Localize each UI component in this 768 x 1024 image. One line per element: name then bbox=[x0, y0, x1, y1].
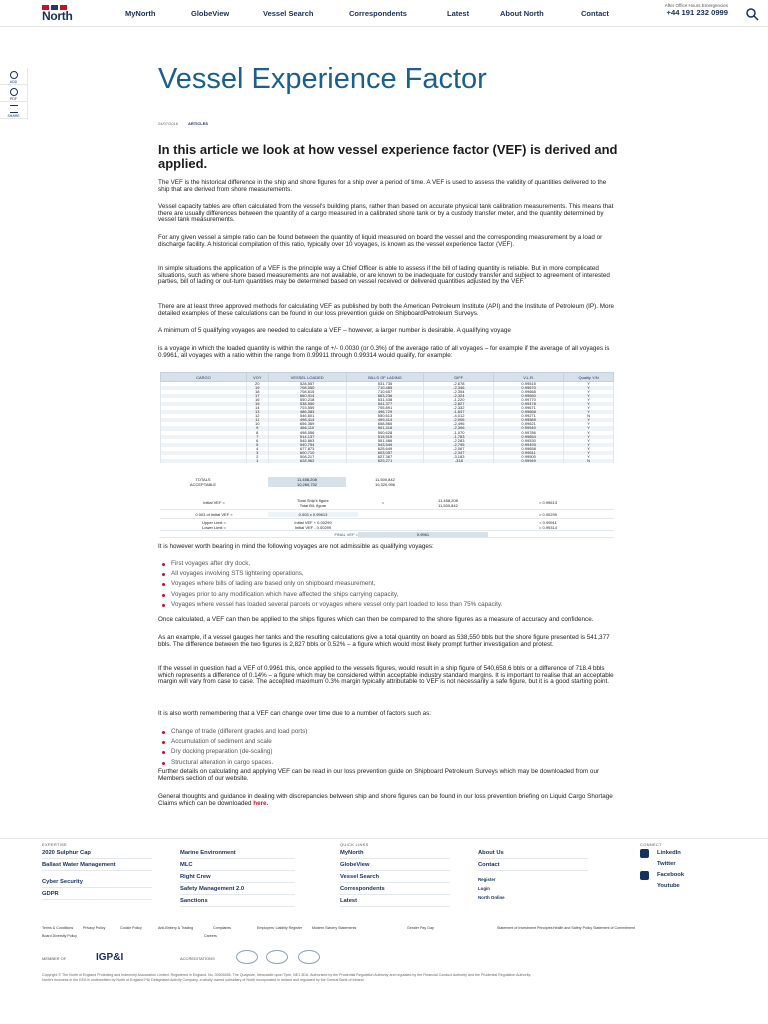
calc-initial-vef bbox=[160, 496, 614, 510]
plus-icon bbox=[10, 71, 18, 79]
connect-heading: CONNECT bbox=[640, 842, 662, 847]
nav-globeview[interactable]: GlobeView bbox=[191, 9, 230, 18]
table-cell: 2 bbox=[246, 455, 268, 459]
legal-link[interactable]: Privacy Policy bbox=[83, 926, 106, 930]
facebook-link[interactable]: Facebook bbox=[657, 872, 685, 878]
table-cell: 0.99540 bbox=[494, 426, 564, 430]
paragraph bbox=[158, 794, 618, 807]
table-cell: 550,613 bbox=[346, 414, 424, 418]
footer-link[interactable]: Safety Management 2.0 bbox=[180, 886, 295, 895]
table-cell: -1,647 bbox=[424, 410, 494, 414]
table-cell: 546,601 bbox=[268, 414, 346, 418]
table-cell: Y bbox=[564, 406, 614, 410]
table-cell: Y bbox=[564, 386, 614, 390]
table-cell: 7 bbox=[246, 435, 268, 439]
footer-link[interactable]: Right Crew bbox=[180, 874, 295, 883]
quick-links-heading: QUICK LINKS bbox=[340, 842, 369, 847]
footer-link[interactable]: Vessel Search bbox=[340, 874, 450, 883]
table-cell: -318 bbox=[424, 459, 494, 463]
footer-link[interactable]: GDPR bbox=[42, 891, 152, 900]
paragraph: Vessel capacity tables are often calculated from the vessel's building plans, rather than based on accurate physical tank calibration measurements. This means that there are usually differences between the quantity of a cargo measured in a calibrated shore tank or by a custody transfer meter, and the quantity determined by vessel tank measurements. bbox=[158, 203, 614, 224]
calc-denominator: Total B/L figure bbox=[299, 502, 327, 508]
table-cell: Y bbox=[564, 451, 614, 455]
footer-link[interactable]: 2020 Sulphur Cap bbox=[42, 850, 152, 859]
calc-numerator: Total Ship's figure bbox=[297, 497, 329, 503]
footer-link[interactable]: MLC bbox=[180, 862, 295, 871]
table-cell: -2,006 bbox=[424, 418, 494, 422]
table-cell: 0.99621 bbox=[494, 422, 564, 426]
table-cell: 20 bbox=[246, 382, 268, 387]
table-cell: 5 bbox=[246, 443, 268, 447]
accreditations-label: ACCREDITATIONS bbox=[180, 956, 215, 961]
accreditation-badge-icon bbox=[298, 950, 320, 964]
table-cell: 501,416 bbox=[346, 426, 424, 430]
table-cell: 0.99530 bbox=[494, 439, 564, 443]
table-cell: Y bbox=[564, 426, 614, 430]
table-cell: Y bbox=[564, 431, 614, 435]
legal-link[interactable]: Anti-Bribery & Trading bbox=[158, 926, 194, 930]
paragraph: There are at least three approved methods for calculating VEF as published by both the American Petroleum Institute (API) and the Institute of Petroleum (IP). More detailed examples of these calculations can be found in our loss prevention guide on ShipboardPetroleum Surveys. bbox=[158, 303, 615, 317]
table-cell: -4,012 bbox=[424, 414, 494, 418]
expertise-heading: EXPERTISE bbox=[42, 842, 68, 847]
table-cell: 0.99611 bbox=[494, 451, 564, 455]
table-cell: 710,657 bbox=[346, 390, 424, 394]
legal-link[interactable]: Terms & Conditions bbox=[42, 926, 74, 930]
nav-contact[interactable]: Contact bbox=[581, 9, 609, 18]
calc-formula: 0.003 x 0.99613 bbox=[268, 512, 358, 517]
list-item: Dry docking preparation (de-scaling) bbox=[162, 749, 622, 756]
calc-result: = 0.99613 bbox=[539, 500, 557, 505]
igpi-logo[interactable]: IGP&I bbox=[96, 952, 124, 963]
table-cell: 0.99589 bbox=[494, 418, 564, 422]
table-cell: 11 bbox=[246, 418, 268, 422]
linkedin-icon[interactable] bbox=[640, 849, 649, 858]
emergency-contact[interactable] bbox=[665, 3, 728, 17]
table-cell: -2,827 bbox=[424, 402, 494, 406]
share-icon bbox=[10, 105, 18, 113]
list-item: Voyages where bills of lading are based only on shipboard measurement, bbox=[162, 581, 622, 588]
share-label: SHARE bbox=[7, 114, 20, 118]
page-title: Vessel Experience Factor bbox=[158, 63, 487, 95]
table-cell: -2,324 bbox=[424, 394, 494, 398]
calc-limits bbox=[160, 519, 614, 531]
table-cell: 14 bbox=[246, 406, 268, 410]
article-category[interactable]: ARTICLES bbox=[188, 121, 209, 126]
table-cell: 658,865 bbox=[346, 422, 424, 426]
table-cell: -1,070 bbox=[424, 431, 494, 435]
table-cell: 466,110 bbox=[268, 426, 346, 430]
linkedin-link[interactable]: LinkedIn bbox=[657, 850, 681, 856]
calc-label: Upper Limit = bbox=[202, 519, 226, 525]
share-sidebar bbox=[0, 68, 28, 120]
table-cell: 627,367 bbox=[346, 455, 424, 459]
paragraph: is a voyage in which the loaded quantity is within the range of +/- 0.0030 (or 0.3%) of the average ratio of all voyages – for example if the average of all voyages is 0.9961, all voyages with a ratio within the range from 0.99911 through 0.99314 would qualify, for example: bbox=[158, 345, 610, 359]
table-cell: Y bbox=[564, 422, 614, 426]
article-date: 24/07/2016 bbox=[158, 121, 179, 126]
calc-label: 0.003 of Initial VEF = bbox=[195, 511, 233, 517]
register-link[interactable]: Register bbox=[478, 877, 496, 882]
paragraph: Once calculated, a VEF can then be applied to the ships figures which can then be compared to the shore figures as a measure of accuracy and confidence. bbox=[158, 616, 594, 623]
table-cell: 545,863 bbox=[268, 439, 346, 443]
table-cell: 703,559 bbox=[268, 406, 346, 410]
table-cell: -2,332 bbox=[424, 406, 494, 410]
column-header: V.L.R. bbox=[494, 373, 564, 382]
table-cell: -1,783 bbox=[424, 435, 494, 439]
table-cell: -2,283 bbox=[424, 439, 494, 443]
footer-link[interactable]: Latest bbox=[340, 898, 450, 907]
table-cell: 498,414 bbox=[268, 418, 346, 422]
column-header: DIFF bbox=[424, 373, 494, 382]
table-cell: 625,649 bbox=[346, 447, 424, 451]
paragraph: It is however worth bearing in mind the following voyages are not admissible as qualifying voyages: bbox=[158, 543, 434, 550]
accreditation-badge-icon bbox=[266, 950, 288, 964]
footer-link[interactable]: Contact bbox=[478, 862, 588, 871]
table-cell: 0.99668 bbox=[494, 410, 564, 414]
add-label: ADD bbox=[9, 80, 18, 84]
download-icon bbox=[10, 88, 18, 96]
table-cell: 18 bbox=[246, 390, 268, 394]
table-cell: 528,557 bbox=[268, 382, 346, 387]
table-cell: 17 bbox=[246, 394, 268, 398]
emergency-label: After Office Hours Emergencies bbox=[664, 3, 728, 8]
table-cell: 543,549 bbox=[346, 443, 424, 447]
table-cell: Y bbox=[564, 418, 614, 422]
table-cell: -2,306 bbox=[424, 426, 494, 430]
list-item: All voyages involving STS lightering operations, bbox=[162, 571, 622, 578]
table-cell: 0.99654 bbox=[494, 435, 564, 439]
footer-link[interactable]: MyNorth bbox=[340, 850, 450, 859]
table-cell: 0.99786 bbox=[494, 431, 564, 435]
table-cell: 16 bbox=[246, 398, 268, 402]
footer-link[interactable]: Sanctions bbox=[180, 898, 295, 907]
article-lead: In this article we look at how vessel experience factor (VEF) is derived and applied. bbox=[158, 142, 618, 171]
footer-link[interactable]: Ballast Water Management bbox=[42, 862, 152, 871]
table-cell: Y bbox=[564, 410, 614, 414]
north-logo[interactable] bbox=[42, 5, 100, 21]
table-cell: 6 bbox=[246, 439, 268, 443]
table-cell: 538,550 bbox=[268, 402, 346, 406]
nav-about-north[interactable]: About North bbox=[500, 9, 544, 18]
inadmissible-voyages-list bbox=[162, 561, 622, 612]
youtube-link[interactable]: Youtube bbox=[657, 883, 680, 889]
table-cell: 603,057 bbox=[346, 451, 424, 455]
table-cell: 8 bbox=[246, 431, 268, 435]
table-cell: 4 bbox=[246, 447, 268, 451]
table-cell: 531,438 bbox=[346, 398, 424, 402]
table-cell: 486,083 bbox=[268, 410, 346, 414]
final-vef-value: 0.9961 bbox=[358, 532, 488, 537]
nav-latest[interactable]: Latest bbox=[447, 9, 470, 18]
here-link[interactable]: here. bbox=[253, 799, 269, 807]
paragraph: Further details on calculating and applying VEF can be read in our loss prevention guide on Shipboard Petroleum Surveys which may be downloaded from our Members section of our website. bbox=[158, 768, 600, 782]
footer-link[interactable]: About Us bbox=[478, 850, 588, 859]
vef-table bbox=[160, 372, 614, 463]
table-cell: 0.99271 bbox=[494, 414, 564, 418]
copyright-line: Copyright © The North of England Protecting and Indemnity Association Limited. Registered in England. No. 00505456. The Quayside, Newcastle upon Tyne, NE1 3DU. Authorised by the Prudential Regulation Authority and regulated by the Financial Conduct Authority and the Prudential Regulation Authority. bbox=[42, 973, 532, 977]
table-cell: 10 bbox=[246, 422, 268, 426]
table-cell: Y bbox=[564, 382, 614, 387]
table-cell: Y bbox=[564, 398, 614, 402]
nav-correspondents[interactable]: Correspondents bbox=[349, 9, 407, 18]
legal-link[interactable]: Employers' Liability Register bbox=[257, 926, 303, 930]
search-icon[interactable] bbox=[745, 7, 759, 21]
table-cell: 663,236 bbox=[346, 394, 424, 398]
table-cell: -1,220 bbox=[424, 398, 494, 402]
list-item: Voyages where vessel has loaded several parcels or voyages where vessel only part loaded to less than 75% capacity. bbox=[162, 602, 622, 609]
table-cell: 705,891 bbox=[346, 406, 424, 410]
table-cell: Y bbox=[564, 435, 614, 439]
calc-tolerance bbox=[160, 510, 614, 519]
list-item: Change of trade (different grades and load ports) bbox=[162, 729, 622, 736]
table-cell: -2,795 bbox=[424, 443, 494, 447]
acceptable-label: ACCEPTABLE bbox=[189, 482, 217, 487]
column-header: BILLS OF LADING bbox=[346, 373, 424, 382]
table-cell: 498,556 bbox=[268, 431, 346, 435]
footer-link[interactable]: Cyber Security bbox=[42, 879, 152, 888]
acceptable-row bbox=[160, 482, 614, 487]
member-of-label: MEMBER OF bbox=[42, 956, 67, 961]
calc-value: 11,500,842 bbox=[438, 502, 458, 508]
legal-link[interactable]: Board Diversity Policy bbox=[42, 934, 77, 938]
table-cell: 0.99493 bbox=[494, 443, 564, 447]
table-cell: 531,735 bbox=[346, 382, 424, 387]
table-cell: 3 bbox=[246, 451, 268, 455]
table-cell: 500,628 bbox=[346, 431, 424, 435]
table-cell: 0.99515 bbox=[494, 382, 564, 387]
table-cell: 0.99671 bbox=[494, 406, 564, 410]
table-cell: 12 bbox=[246, 414, 268, 418]
facebook-icon[interactable] bbox=[640, 871, 649, 880]
footer-link[interactable]: Marine Environment bbox=[180, 850, 295, 859]
table-cell: 629,271 bbox=[346, 459, 424, 463]
calc-formula: Initial VEF + 0.00299 bbox=[294, 519, 332, 525]
table-cell: 9 bbox=[246, 426, 268, 430]
legal-link[interactable]: Statement of Investment Principles bbox=[497, 926, 553, 930]
paragraph: It is also worth remembering that a VEF can change over time due to a number of factors such as: bbox=[158, 710, 431, 717]
table-cell: -2,347 bbox=[424, 451, 494, 455]
pdf-label: PDF bbox=[10, 97, 17, 101]
table-cell: Y bbox=[564, 443, 614, 447]
calc-final-vef bbox=[160, 531, 614, 538]
paragraph: In simple situations the application of a VEF is the principle way a Chief Officer is able to assess if the bill of lading quantity is reliable. But in more complicated situations, such as where shore based measurements are not available, or are known to be inadequate for custody transfer and subject to agreement of interested parties, bill of lading or out-turn quantities may be determined based on vessel received or delivered quantities adjusted by the VEF. bbox=[158, 265, 610, 286]
table-cell: 660,914 bbox=[268, 394, 346, 398]
table-cell: 508,217 bbox=[268, 455, 346, 459]
accreditation-badge-icon bbox=[236, 950, 258, 964]
table-cell: -3,183 bbox=[424, 455, 494, 459]
login-link[interactable]: Login bbox=[478, 886, 490, 891]
table-cell: 0.99949 bbox=[494, 459, 564, 463]
table-cell: 0.99668 bbox=[494, 390, 564, 394]
list-item: Accumulation of sediment and scale bbox=[162, 739, 622, 746]
calc-label: Lower Limit = bbox=[202, 524, 226, 530]
table-cell: 656,369 bbox=[268, 422, 346, 426]
table-cell: 0.99658 bbox=[494, 447, 564, 451]
column-header: VOY bbox=[246, 373, 268, 382]
table-cell: 0.99770 bbox=[494, 398, 564, 402]
footer-link[interactable]: Correspondents bbox=[340, 886, 450, 895]
site-header bbox=[0, 0, 768, 27]
legal-link[interactable]: Careers bbox=[204, 934, 217, 938]
table-cell: Y bbox=[564, 455, 614, 459]
acceptable-bl: 10,320,996 bbox=[374, 482, 396, 487]
table-cell: -2,354 bbox=[424, 390, 494, 394]
table-cell: Y bbox=[564, 390, 614, 394]
calc-formula: Initial VEF - 0.00299 bbox=[294, 524, 332, 530]
legal-link[interactable]: Health and Safety Policy Statement of Commitment bbox=[553, 926, 635, 930]
vef-change-factors-list bbox=[162, 729, 622, 770]
table-cell: 19 bbox=[246, 386, 268, 390]
table-row bbox=[161, 459, 614, 463]
table-cell: 0.99478 bbox=[494, 402, 564, 406]
table-cell: 0.99500 bbox=[494, 455, 564, 459]
totals-bl: 11,500,842 bbox=[375, 477, 395, 482]
table-cell: 13 bbox=[246, 410, 268, 414]
table-cell: Y bbox=[564, 439, 614, 443]
twitter-icon[interactable] bbox=[640, 860, 649, 869]
legal-link[interactable]: Cookie Policy bbox=[120, 926, 142, 930]
table-cell: Y bbox=[564, 402, 614, 406]
copyright-line: North's business in the EEA is underwritten by North of England P&I Designated Activity Company, a wholly owned subsidiary of North incorporated in Ireland and regulated by the Central Bank of Ireland. bbox=[42, 978, 365, 982]
table-cell: N bbox=[564, 459, 614, 463]
legal-link[interactable]: Modern Slavery Statements bbox=[312, 926, 357, 930]
nav-vessel-search[interactable]: Vessel Search bbox=[263, 9, 314, 18]
table-cell bbox=[161, 459, 247, 463]
table-cell: Y bbox=[564, 447, 614, 451]
calc-result: = 0.00299 bbox=[539, 511, 557, 517]
table-cell: 628,962 bbox=[268, 459, 346, 463]
youtube-icon[interactable] bbox=[640, 882, 649, 891]
add-button[interactable] bbox=[0, 68, 27, 85]
table-cell: 677,873 bbox=[268, 447, 346, 451]
footer-link[interactable]: GlobeView bbox=[340, 862, 450, 871]
table-cell: -2,678 bbox=[424, 382, 494, 387]
table-cell: -2,067 bbox=[424, 447, 494, 451]
twitter-link[interactable]: Twitter bbox=[657, 861, 676, 867]
table-cell: N bbox=[564, 414, 614, 418]
totals-loaded: 11,458,208 bbox=[268, 477, 346, 482]
table-cell: 551,486 bbox=[346, 439, 424, 443]
table-cell: 550,218 bbox=[268, 398, 346, 402]
list-item: Voyages prior to any modification which have affected the ships carrying capacity, bbox=[162, 592, 622, 599]
north-online-link[interactable]: North Online bbox=[478, 895, 505, 900]
table-cell: -2,496 bbox=[424, 422, 494, 426]
table-cell: 600,710 bbox=[268, 451, 346, 455]
column-header: Quality Y/N bbox=[564, 373, 614, 382]
paragraph: If the vessel in question had a VEF of 0.9961 this, once applied to the vessels figures, would result in a ship figure of 540,658.6 bbls or a difference of 718.4 bbls which represents a difference of 0.14% – a figure which may be considered within acceptable industry standard margins. It is important to realise that an acceptable margin will vary from case to case. The accepted maximum 0.3% margin typically attributable to VEF is not necessarily a safe figure, but it is a good starting point. bbox=[158, 665, 614, 686]
table-cell: 708,615 bbox=[268, 390, 346, 394]
acceptable-loaded: 10,260,732 bbox=[268, 482, 346, 487]
paragraph: The VEF is the historical difference in the ship and shore figures for a ship over a period of time. A VEF is used to assess the validity of quantities delivered to the ship that are derived from shore measurements. bbox=[158, 179, 607, 193]
nav-mynorth[interactable]: MyNorth bbox=[125, 9, 156, 18]
table-cell: 0.99670 bbox=[494, 386, 564, 390]
table-cell: 15 bbox=[246, 402, 268, 406]
totals-label: TOTALS bbox=[195, 477, 211, 482]
table-cell: Y bbox=[564, 394, 614, 398]
table-cell: 541,377 bbox=[346, 402, 424, 406]
article-meta bbox=[158, 121, 208, 126]
copyright-text bbox=[42, 973, 682, 983]
table-cell: 514,137 bbox=[268, 435, 346, 439]
list-item: First voyages after dry dock, bbox=[162, 561, 622, 568]
table-cell: 499,414 bbox=[346, 418, 424, 422]
table-cell: 540,754 bbox=[268, 443, 346, 447]
calc-equals: = bbox=[381, 500, 385, 505]
column-header: VESSEL LOADED bbox=[268, 373, 346, 382]
table-cell: 0.99650 bbox=[494, 394, 564, 398]
calc-result: = 0.99911 bbox=[539, 519, 557, 525]
table-cell: 515,919 bbox=[346, 435, 424, 439]
share-button[interactable] bbox=[0, 102, 27, 119]
calc-label: Initial VEF = bbox=[203, 500, 225, 505]
list-item: Structural alteration in cargo spaces. bbox=[162, 760, 622, 767]
logo-text: North bbox=[42, 9, 73, 23]
column-header: CARGO bbox=[161, 373, 247, 382]
table-cell: 708,050 bbox=[268, 386, 346, 390]
calc-value: 11,458,208 bbox=[438, 497, 458, 503]
final-vef-label: FINAL VEF = bbox=[334, 531, 358, 537]
pdf-button[interactable] bbox=[0, 85, 27, 102]
table-cell: 1 bbox=[246, 459, 268, 463]
paragraph: A minimum of 5 qualifying voyages are needed to calculate a VEF – however, a larger number is desirable. A qualifying voyage bbox=[158, 327, 511, 334]
paragraph: For any given vessel a simple ratio can be found between the quantity of liquid measured on board the vessel and the corresponding measurement by a load or discharge facility. A historical compilation of this ratio, typically over 10 voyages, is known as the vessel experience factor (VEF). bbox=[158, 234, 603, 248]
paragraph-text: General thoughts and guidance in dealing with discrepancies between ship and shore figures can be found in our loss prevention briefing on Liquid Cargo Shortage Claims which can be downloaded bbox=[158, 793, 613, 807]
table-cell: 496,729 bbox=[346, 410, 424, 414]
calc-result: = 0.99314 bbox=[539, 524, 557, 530]
legal-link[interactable]: Complaints bbox=[213, 926, 231, 930]
legal-link[interactable]: Gender Pay Gap bbox=[407, 926, 434, 930]
paragraph: As an example, if a vessel gauges her tanks and the resulting calculations give a total quantity on board as 538,550 bbls but the shore figure presented is 541,377 bbls. The difference between the two figures is 2,827 bbls or 0.52% – a figure which would most likely prompt further investigation and protest. bbox=[158, 634, 610, 648]
table-cell: -2,346 bbox=[424, 386, 494, 390]
table-cell: 710,485 bbox=[346, 386, 424, 390]
emergency-phone[interactable]: +44 191 232 0999 bbox=[666, 8, 728, 17]
